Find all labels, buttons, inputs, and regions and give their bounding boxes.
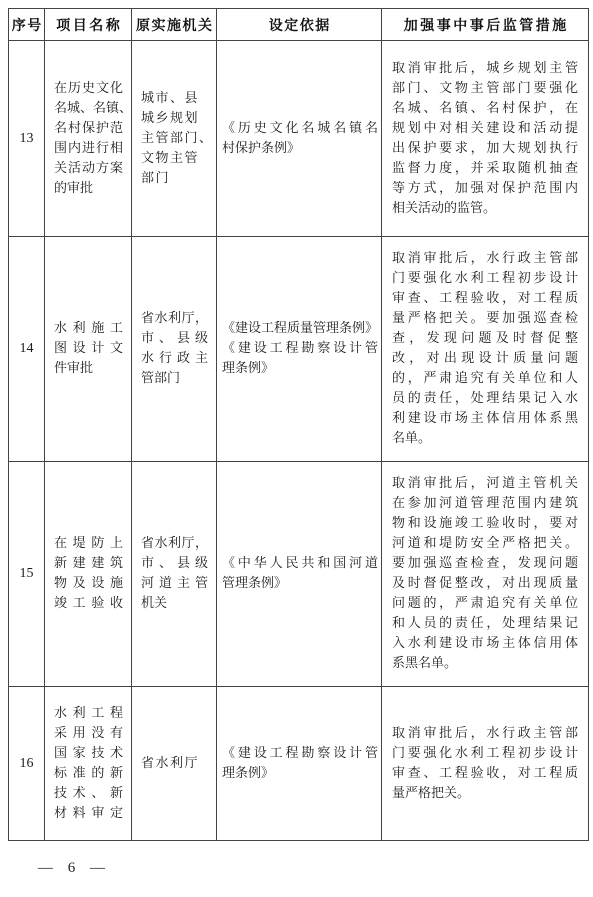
measure-line: 门要强化水利工程初步设计: [392, 745, 578, 761]
measure-line: 部门、文物主管部门要强化: [392, 80, 578, 96]
authority-line: 城市、县: [141, 90, 200, 106]
item-name-line: 件审批: [54, 361, 94, 376]
header-seq: 序号: [9, 9, 45, 41]
measure-line: 要加强巡查检查，发现问题: [392, 556, 578, 571]
row-seq-cell: 13: [9, 41, 45, 237]
measure-line: 查，发现问题及时督促整: [392, 331, 578, 346]
item-name-line: 技术、新: [54, 785, 123, 801]
item-name-line: 物及设施: [54, 576, 123, 591]
original-authority-cell: [132, 41, 217, 237]
basis-line: 村保护条例》: [222, 140, 301, 156]
authority-line: 主管部门、: [141, 130, 214, 146]
measure-line: 取消审批后，河道主管机关: [392, 476, 578, 491]
basis-line: 《建设工程勘察设计管: [222, 341, 378, 356]
item-name-line: 水利工程: [54, 705, 123, 721]
item-name-cell: [45, 41, 132, 237]
measure-line: 量严格把关。: [392, 785, 471, 801]
measure-line: 审查、工程验收，对工程质: [392, 291, 578, 306]
item-name-line: 图设计文: [54, 341, 123, 356]
supervision-measures-table: [8, 8, 589, 841]
item-name-line: 新建建筑: [54, 556, 123, 571]
measure-line: 河道和堤防安全严格把关。: [392, 536, 578, 551]
authority-line: 管部门: [141, 371, 181, 386]
item-name-line: 名城、名镇、: [54, 100, 133, 116]
measure-line: 及时督促整改，对出现质量: [392, 576, 578, 591]
measure-line: 在参加河道管理范围内建筑: [392, 496, 578, 511]
legal-basis-cell: [217, 41, 382, 237]
authority-line: 水行政主: [141, 351, 208, 366]
measure-line: 取消审批后，水行政主管部: [392, 725, 578, 741]
measure-line: 系黑名单。: [392, 656, 458, 671]
legal-basis-cell: [217, 687, 382, 841]
basis-line: 管理条例》: [222, 576, 288, 591]
authority-line: 河道主管: [141, 576, 208, 591]
row-seq-cell: 15: [9, 462, 45, 687]
header-original-authority: 原实施机关: [132, 9, 217, 41]
item-name-line: 在历史文化: [54, 80, 123, 96]
item-name-line: 国家技术: [54, 745, 123, 761]
measure-line: 取消审批后，城乡规划主管: [392, 60, 578, 76]
item-name-cell: [45, 237, 132, 462]
item-name-line: 名村保护范: [54, 120, 123, 136]
legal-basis-cell: [217, 462, 382, 687]
item-name-line: 水利施工: [54, 321, 123, 336]
table-header-row: [9, 9, 589, 41]
measure-line: 相关活动的监管。: [392, 200, 497, 216]
measure-line: 的，严肃追究有关单位和人: [392, 371, 578, 386]
basis-line: 《中华人民共和国河道: [222, 556, 378, 571]
measure-line: 量严格把关。要加强巡查检: [392, 311, 578, 326]
authority-line: 省水利厅，: [141, 536, 208, 551]
authority-line: 市、县级: [141, 556, 208, 571]
header-item-name: 项目名称: [45, 9, 132, 41]
measure-line: 名单。: [392, 431, 432, 446]
row-seq-cell: 16: [9, 687, 45, 841]
table-row: [9, 41, 589, 237]
measure-line: 和人员的责任，处理结果记: [392, 616, 578, 631]
table-row: [9, 687, 589, 841]
item-name-cell: [45, 462, 132, 687]
measure-line: 问题的，严肃追究有关单位: [392, 596, 578, 611]
legal-basis-cell: [217, 237, 382, 462]
table-row: [9, 462, 589, 687]
item-name-line: 围内进行相: [54, 140, 123, 156]
measure-line: 等方式，加强对保护范围内: [392, 180, 578, 196]
item-name-line: 关活动方案: [54, 160, 123, 176]
authority-line: 省水利厅，: [141, 311, 208, 326]
measure-line: 出保护要求，加大规划执行: [392, 140, 578, 156]
authority-line: 机关: [141, 596, 168, 611]
measure-line: 名城、名镇、名村保护，在: [392, 100, 578, 116]
item-name-cell: [45, 687, 132, 841]
basis-line: 《建设工程勘察设计管: [222, 745, 378, 761]
authority-line: 省水利厅: [141, 755, 200, 771]
measure-line: 审查、工程验收，对工程质: [392, 765, 578, 781]
basis-line: 理条例》: [222, 765, 275, 781]
measure-line: 入水利建设市场主体信用体: [392, 636, 578, 651]
supervision-measures-cell: [382, 462, 589, 687]
authority-line: 部门: [141, 170, 171, 186]
measure-line: 利建设市场主体信用体系黑: [392, 411, 578, 426]
item-name-line: 材料审定: [54, 805, 123, 821]
item-name-line: 的审批: [54, 180, 94, 196]
supervision-measures-cell: [382, 237, 589, 462]
measure-line: 取消审批后，水行政主管部: [392, 251, 578, 266]
header-legal-basis: 设定依据: [217, 9, 382, 41]
measure-line: 员的责任，处理结果记入水: [392, 391, 578, 406]
header-supervision-measures: 加强事中事后监管措施: [382, 9, 589, 41]
basis-line: 《历史文化名城名镇名: [222, 120, 378, 136]
original-authority-cell: [132, 687, 217, 841]
measure-line: 规划中对相关建设和活动提: [392, 120, 578, 136]
item-name-line: 竣工验收: [54, 596, 123, 611]
basis-line: 《建设工程质量管理条例》: [222, 321, 379, 336]
row-seq-cell: 14: [9, 237, 45, 462]
authority-line: 文物主管: [141, 150, 200, 166]
page-number: — 6 —: [38, 860, 105, 876]
table-row: [9, 237, 589, 462]
basis-line: 理条例》: [222, 361, 275, 376]
item-name-line: 采用没有: [54, 725, 123, 741]
measure-line: 监督力度，并采取随机抽查: [392, 160, 578, 176]
supervision-measures-cell: [382, 687, 589, 841]
authority-line: 市、县级: [141, 331, 208, 346]
original-authority-cell: [132, 237, 217, 462]
item-name-line: 在堤防上: [54, 536, 123, 551]
measure-line: 物和设施竣工验收时，要对: [392, 516, 578, 531]
measure-line: 改，对出现设计质量问题: [392, 351, 578, 366]
measure-line: 门要强化水利工程初步设计: [392, 271, 578, 286]
authority-line: 城乡规划: [141, 110, 200, 126]
original-authority-cell: [132, 462, 217, 687]
item-name-line: 标准的新: [54, 765, 123, 781]
supervision-measures-cell: [382, 41, 589, 237]
